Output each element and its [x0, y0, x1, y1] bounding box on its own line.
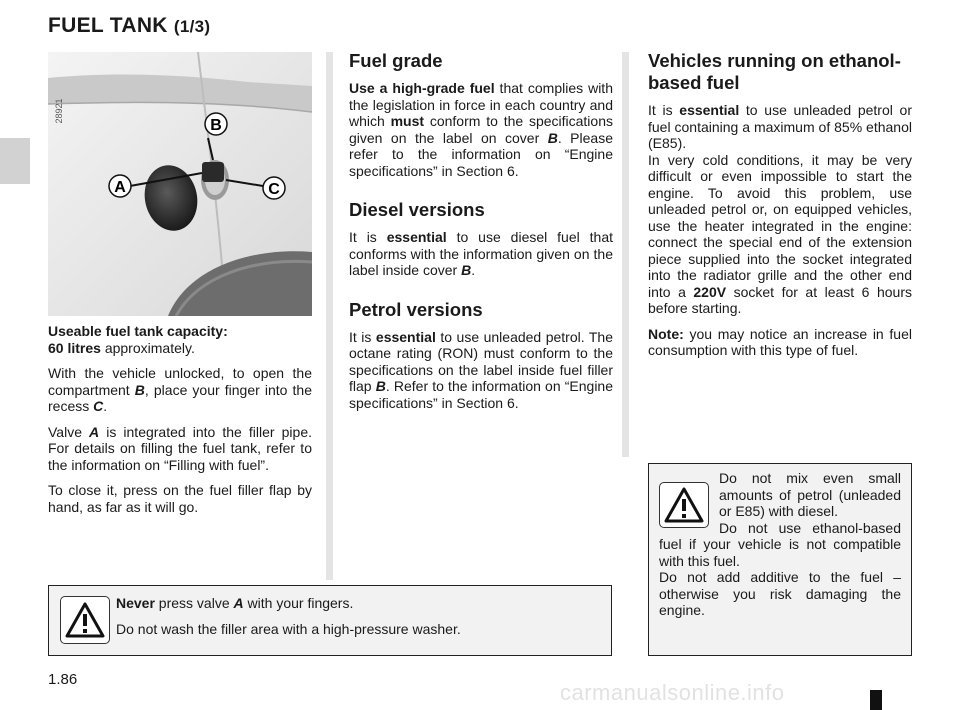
heading-petrol-versions: Petrol versions — [349, 298, 483, 320]
text: to use unleaded petrol or fuel containing a maximum of 85% ethanol (E85). — [648, 102, 913, 151]
text: press valve — [154, 595, 234, 611]
ref-c: C — [93, 398, 104, 414]
label-b: B — [210, 117, 222, 134]
ref-b: B — [134, 381, 145, 398]
ref-b: B — [547, 129, 558, 146]
note-label: Note: — [648, 325, 684, 342]
fuel-grade-paragraph — [349, 80, 613, 179]
text: Valve — [48, 423, 90, 440]
ethanol-paragraph — [648, 102, 912, 317]
column-divider-2 — [622, 52, 629, 457]
text: . Please refer to the information on “Engine specifications” in Section 6. — [349, 129, 613, 179]
note-paragraph — [648, 326, 912, 359]
page-title — [48, 14, 210, 38]
text: to use diesel fuel that conforms with the information given on the label inside cover — [349, 229, 614, 278]
ref-a: A — [89, 423, 100, 440]
valve-paragraph — [48, 424, 312, 474]
warning-text-2: Do not use ethanol-based fuel if your vehicle is not compatible with this fuel. — [659, 519, 901, 569]
left-column — [48, 323, 312, 524]
warning-box-valve — [48, 585, 612, 656]
diesel-paragraph — [349, 229, 613, 279]
heading-fuel-grade: Fuel grade — [349, 50, 443, 71]
page-title-text: FUEL TANK — [48, 14, 168, 37]
text: is integrated into the filler pipe. For details on filling the fuel tank, refer to the information on “Filling with fuel”. — [48, 423, 312, 473]
capacity-label: Useable fuel tank capacity: — [48, 323, 228, 339]
ref-b: B — [461, 262, 472, 278]
petrol-paragraph — [349, 329, 613, 412]
text: It is — [349, 229, 387, 245]
text: . — [103, 398, 108, 414]
ref-b: B — [375, 378, 386, 394]
column-divider-1 — [326, 52, 333, 580]
fuel-flap-drawing — [48, 52, 312, 316]
warning-valve-line-1 — [116, 595, 596, 612]
warning-box-fuel — [648, 463, 912, 656]
text: that complies with the legislation in force in each country and which — [349, 80, 613, 129]
warning-text-3: Do not add additive to the fuel – otherwise you risk damaging the engine. — [659, 569, 901, 618]
emphasis: essential — [386, 229, 447, 245]
text: , place your finger into the recess — [48, 381, 312, 414]
warning-text-1: Do not mix even small amounts of petrol (unleaded or E85) with diesel. — [719, 470, 901, 519]
right-column — [648, 50, 912, 368]
warning-triangle-icon — [60, 596, 110, 644]
text: In very cold conditions, it may be very difficult or even impossible to start the engine. To avoid this problem, use unleaded petrol or, on equipped vehicles, use the heater integrated in the engine: connect the special end of the extension piece supplied into the socket integrated into the radiator grille and the other end into a — [648, 151, 912, 300]
warning-triangle-icon — [659, 482, 709, 528]
text: socket for at least 6 hours before starting. — [648, 283, 913, 316]
emphasis: essential — [679, 102, 740, 118]
fuel-flap-illustration — [48, 52, 312, 316]
emphasis: Never — [116, 595, 155, 611]
text: With the vehicle unlocked, to open the compartment — [48, 365, 312, 398]
figure-code: 28921 — [54, 98, 64, 124]
warning-valve-text — [116, 595, 596, 646]
warning-valve-line-2: Do not wash the filler area with a high-pressure washer. — [116, 620, 461, 637]
ref-a: A — [233, 595, 244, 611]
page-title-suffix: (1/3) — [173, 17, 211, 36]
corner-mark — [870, 690, 882, 710]
text: to use unleaded petrol. The octane rating (RON) must conform to the specifications on the label inside fuel filler flap — [349, 328, 614, 394]
text: It is — [648, 102, 680, 118]
capacity-rest: approximately. — [100, 339, 195, 356]
text: . Refer to the information on “Engine specifications” in Section 6. — [349, 378, 613, 411]
capacity-value: 60 litres — [48, 339, 101, 356]
text: conform to the specifications given on the label on cover — [349, 113, 613, 146]
text: with your fingers. — [243, 595, 354, 611]
emphasis: essential — [375, 328, 436, 345]
text: you may notice an increase in fuel consumption with this type of fuel. — [648, 325, 912, 358]
text: . — [471, 262, 476, 278]
heading-diesel-versions: Diesel versions — [349, 199, 485, 220]
text: It is — [349, 328, 376, 345]
watermark: carmanualsonline.info — [560, 680, 785, 705]
close-paragraph: To close it, press on the fuel filler flap by hand, as far as it will go. — [48, 482, 312, 515]
label-a: A — [114, 179, 126, 196]
open-instructions — [48, 365, 312, 415]
section-tab — [0, 138, 30, 184]
page-number: 1.86 — [48, 671, 78, 688]
heading-ethanol: Vehicles running on ethanol-based fuel — [648, 50, 901, 93]
capacity-paragraph — [48, 323, 312, 356]
emphasis: must — [390, 113, 425, 129]
emphasis: 220V — [693, 283, 727, 300]
emphasis: Use a high-grade fuel — [349, 80, 495, 96]
middle-column — [349, 50, 613, 420]
label-c: C — [268, 181, 280, 198]
